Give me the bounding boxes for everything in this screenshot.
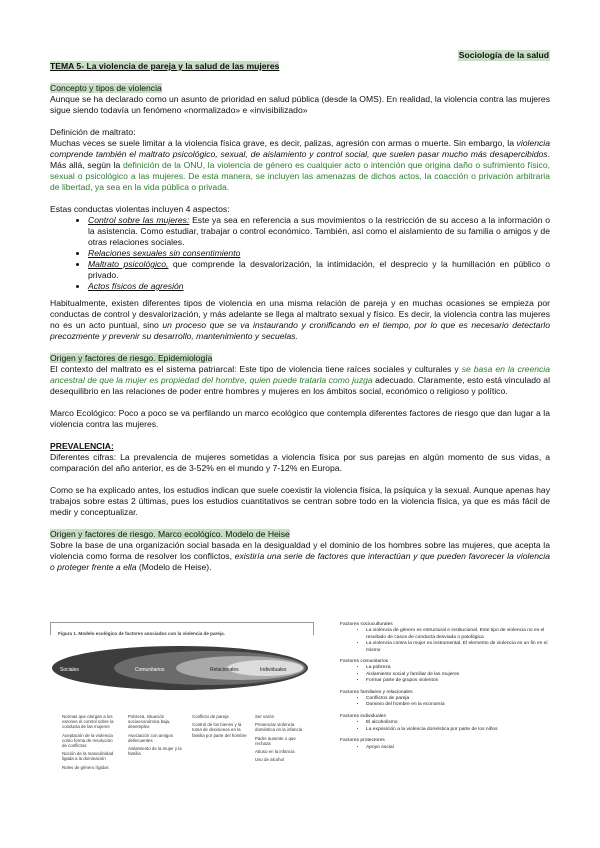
factor-column-sociales: Normas que otorgan a los varones el control sobre la conducta de las mujeres Aceptación de la violencia como forma de resolución de conflictos Noción de la masculinidad ligada a la dominación Roles de género rígidos [62,714,114,770]
paragraph-patriarcal: El contexto del maltrato es el sistema patriarcal: Este tipo de violencia tiene raíces sociales y culturales y se basa en la creencia ancestral de que la mujer es propiedad del hombre, quien puede tratarla como juzga adecuado. Claramente, esto está vinculado al desequilibrio en las relaciones de poder entre hombres y mujeres en los ámbitos social, económico o religioso y político. [50,364,551,396]
ecological-model-figure [50,622,312,800]
factor-section: Factores socioculturales • La violencia de género es estructural e institucional. Este tipo de violencia no es el resultado de casos de conducta desviada o patológica • La violencia contra la mujer es instrumental. El elemento de violencia es un fin en sí mismo [340,622,555,654]
document-page [50,50,551,770]
list-item: • Actos físicos de agresión [88,281,550,292]
factores-list [340,622,555,751]
ring-label: Individuales [260,667,287,673]
paragraph-cifras: Diferentes cifras: La prevalencia de mujeres sometidas a violencia física por sus parejas en algún momento de sus vidas, a comparación del año anterior, es de 3-52% en el mundo y 7-12% en Europa. [50,452,550,473]
document-title: TEMA 5- La violencia de pareja y la salud de las mujeres [50,61,280,71]
section-heading-concepto: Concepto y tipos de violencia [50,83,162,93]
ring-label: Sociales [60,667,79,673]
course-label: Sociología de la salud [458,50,549,60]
aspectos-intro: Estas conductas violentas incluyen 4 aspectos: [50,204,230,214]
factor-column-relacionales: Conflicto de pareja Control de los bienes y la toma de decisiones en la familia por parte del hombre [192,714,247,738]
list-item: • Control sobre las mujeres: Este ya sea en referencia a sus movimientos o la restricción de su acceso a la información o la asistencia. Como estudiar, trabajar o control económico. También, así como el aislamiento de su familia o amigos y de otras relaciones sociales. [88,215,550,248]
section-heading-origen: Origen y factores de riesgo. Epidemiología [50,353,213,363]
figure-title: Figura 1. Modelo ecológico de factores asociados con la violencia de pareja. [58,631,225,636]
paragraph-marco-ecologico: Marco Ecológico: Poco a poco se va perfilando un marco ecológico que contempla diferentes factores de riesgo que dan lugar a la violencia contra las mujeres. [50,408,550,429]
section-heading-prevalencia: PREVALENCIA: [50,441,114,451]
definicion-label: Definición de maltrato: [50,127,136,137]
ecological-rings [50,636,312,716]
factor-section: Factores protectores • Apoyo social [340,738,555,751]
factor-section: Factores comunitarios • La pobreza • Aislamiento social y familiar de las mujeres • Formar parte de grupos violentos [340,659,555,685]
factor-column-comunitarios: Pobreza, situación socioeconómica baja, desempleo Asociación con amigos delincuentes Aislamiento de la mujer y la familia [128,714,182,757]
ring-label: Relacionales [210,667,239,673]
factor-column-individuales: Ser varón Presenciar violencia doméstica en la infancia Padre ausente o que rechaza Abuso en la infancia Uso de alcohol [255,714,303,763]
section-heading-heise: Origen y factores de riesgo. Marco ecológico. Modelo de Heise [50,529,290,539]
ring-label: Comunitarios [135,667,165,673]
paragraph-proceso: Habitualmente, existen diferentes tipos de violencia en una misma relación de pareja y en muchas ocasiones se empieza por conductas de control y desvalorización, y más adelante se llega al maltrato sexual y físico. Es decir, la violencia contra las mujeres no es un acto puntual, sino un proceso que se va instaurando y cronificando en el tiempo, por lo que es necesario detectarlo precozmente y prevenir su desarrollo, mantenimiento y secuelas. [50,298,550,341]
paragraph-heise: Sobre la base de una organización social basada en la desigualdad y el dominio de los hombres sobre las mujeres, que acepta la violencia como forma de resolver los conflictos, existiría una serie de factores que interactúan y que pueden favorecer la violencia o proteger frente a ella (Modelo de Heise). [50,540,550,572]
factor-section: Factores familiares y relacionales • Conflictos de pareja • Dominio del hombre en la economía [340,690,555,709]
list-item: • Relaciones sexuales sin consentimiento [88,248,550,259]
list-item: • Maltrato psicológico, que comprende la desvalorización, la intimidación, el desprecio y la humillación en público o privado. [88,259,550,281]
factor-section: Factores individuales • El alcoholismo • La exposición a la violencia doméstica por parte de los niños [340,714,555,733]
paragraph-intro: Aunque se ha declarado como un asunto de prioridad en salud pública (desde la OMS). En realidad, la violencia contra las mujeres sigue siendo todavía un fenómeno «normalizado» e «invisibilizado» [50,94,550,115]
paragraph-coexistencia: Como se ha explicado antes, los estudios indican que suele coexistir la violencia física, la psíquica y la sexual. Aunque apenas hay trabajos sobre estas 2 últimas, pues los estudios cuantitativos se centran sobre todo en la violencia física, ya que es más fácil de medir y conceptualizar. [50,485,550,517]
paragraph-definicion: Muchas veces se suele limitar a la violencia física grave, es decir, palizas, agresión con armas o muerte. Sin embargo, la violencia comprende también el maltrato psicológico, sexual, de aislamiento y control social, que suelen pasar mucho más desapercibidos. Más allá, según la definición de la ONU, la violencia de género es cualquier acto o intención que origina daño o sufrimiento físico, sexual o psicológico a las mujeres. De esta manera, se incluyen las amenazas de dichos actos, la coacción o privación arbitraria de libertad, ya sea en la vida pública o privada. [50,138,550,192]
aspectos-list [50,215,550,292]
